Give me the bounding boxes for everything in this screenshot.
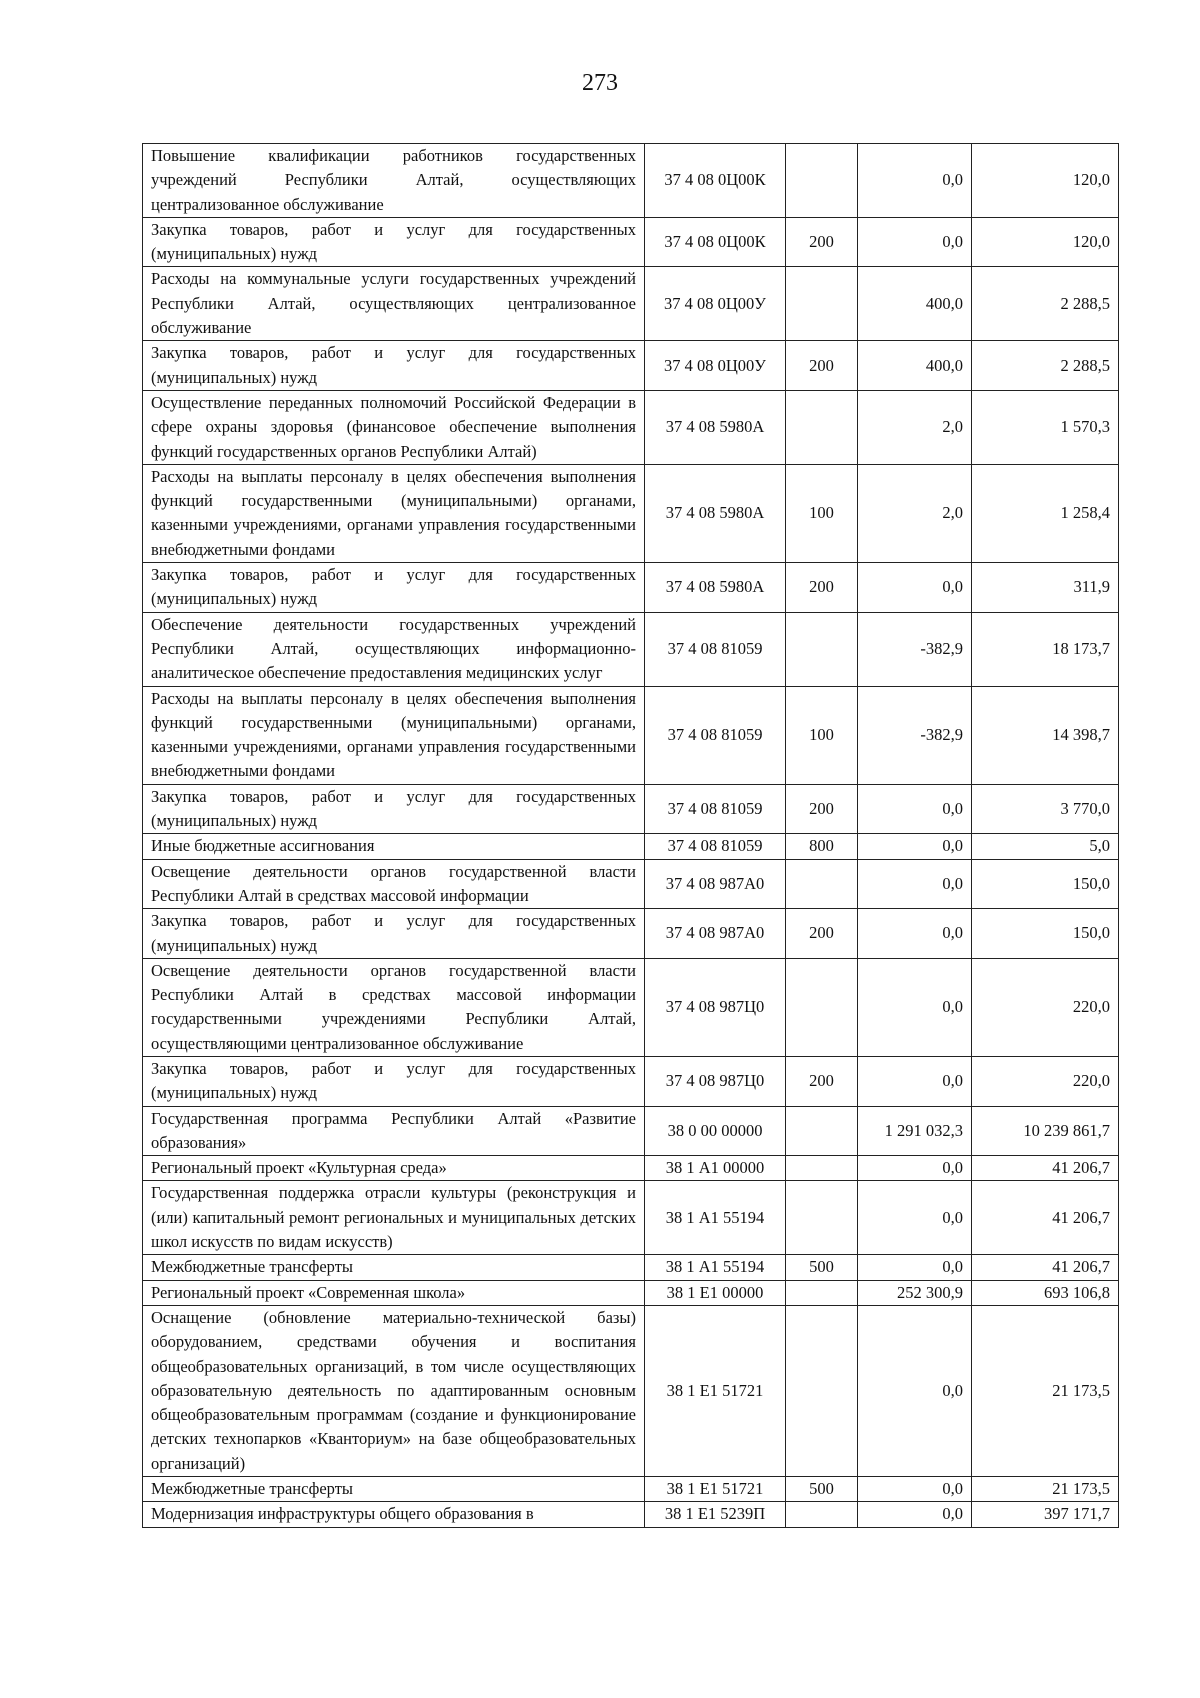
- expense-type-cell: [786, 390, 858, 464]
- expense-type-cell: [786, 1156, 858, 1181]
- target-code-cell: 37 4 08 987Ц0: [645, 958, 786, 1056]
- table-row: [143, 217, 1119, 267]
- amount-change-cell: 400,0: [858, 341, 972, 391]
- expense-type-cell: [786, 1502, 858, 1527]
- expense-type-cell: [786, 958, 858, 1056]
- amount-total-cell: 2 288,5: [972, 267, 1119, 341]
- amount-change-cell: 0,0: [858, 1502, 972, 1527]
- target-code-cell: 37 4 08 5980А: [645, 563, 786, 613]
- expense-name-cell: Оснащение (обновление материально-технической базы) оборудованием, средствами обучения и воспитания общеобразовательных организаций, в том числе осуществляющих образовательную деятельность по адаптированным основным общеобразовательным программам (создание и функционирование детских технопарков «Кванториум» на базе общеобразовательных организаций): [143, 1305, 645, 1476]
- target-code-cell: 37 4 08 0Ц00К: [645, 217, 786, 267]
- expense-type-cell: 200: [786, 217, 858, 267]
- table-row: [143, 464, 1119, 562]
- expense-type-cell: 200: [786, 563, 858, 613]
- amount-total-cell: 2 288,5: [972, 341, 1119, 391]
- amount-change-cell: 0,0: [858, 784, 972, 834]
- target-code-cell: 38 1 А1 55194: [645, 1255, 786, 1280]
- amount-total-cell: 120,0: [972, 144, 1119, 218]
- amount-total-cell: 1 258,4: [972, 464, 1119, 562]
- expense-name-cell: Освещение деятельности органов государственной власти Республики Алтай в средствах массовой информации государственными учреждениями Республики Алтай, осуществляющими централизованное обслуживание: [143, 958, 645, 1056]
- expense-name-cell: Повышение квалификации работников государственных учреждений Республики Алтай, осуществляющих централизованное обслуживание: [143, 144, 645, 218]
- amount-total-cell: 41 206,7: [972, 1181, 1119, 1255]
- amount-change-cell: 252 300,9: [858, 1280, 972, 1305]
- table-row: [143, 784, 1119, 834]
- table-row: [143, 1156, 1119, 1181]
- amount-total-cell: 120,0: [972, 217, 1119, 267]
- expense-name-cell: Расходы на коммунальные услуги государственных учреждений Республики Алтай, осуществляющих централизованное обслуживание: [143, 267, 645, 341]
- target-code-cell: 37 4 08 0Ц00У: [645, 341, 786, 391]
- expense-name-cell: Осуществление переданных полномочий Российской Федерации в сфере охраны здоровья (финансовое обеспечение выполнения функций государственных органов Республики Алтай): [143, 390, 645, 464]
- amount-total-cell: 10 239 861,7: [972, 1106, 1119, 1156]
- amount-total-cell: 5,0: [972, 834, 1119, 859]
- target-code-cell: 38 1 А1 00000: [645, 1156, 786, 1181]
- amount-total-cell: 18 173,7: [972, 612, 1119, 686]
- table-row: [143, 834, 1119, 859]
- expense-type-cell: [786, 612, 858, 686]
- amount-change-cell: 0,0: [858, 217, 972, 267]
- table-row: [143, 1502, 1119, 1527]
- expense-type-cell: 200: [786, 341, 858, 391]
- target-code-cell: 38 1 Е1 51721: [645, 1305, 786, 1476]
- target-code-cell: 38 1 А1 55194: [645, 1181, 786, 1255]
- expense-type-cell: [786, 1305, 858, 1476]
- amount-change-cell: 400,0: [858, 267, 972, 341]
- expense-type-cell: 100: [786, 464, 858, 562]
- expense-type-cell: [786, 1181, 858, 1255]
- expense-name-cell: Закупка товаров, работ и услуг для государственных (муниципальных) нужд: [143, 217, 645, 267]
- amount-change-cell: 0,0: [858, 1156, 972, 1181]
- amount-change-cell: 0,0: [858, 1305, 972, 1476]
- expense-type-cell: 200: [786, 1056, 858, 1106]
- table-row: [143, 1305, 1119, 1476]
- amount-total-cell: 150,0: [972, 859, 1119, 909]
- amount-total-cell: 3 770,0: [972, 784, 1119, 834]
- amount-total-cell: 220,0: [972, 958, 1119, 1056]
- target-code-cell: 37 4 08 81059: [645, 784, 786, 834]
- amount-change-cell: 2,0: [858, 464, 972, 562]
- expense-type-cell: 800: [786, 834, 858, 859]
- amount-total-cell: 397 171,7: [972, 1502, 1119, 1527]
- expense-name-cell: Закупка товаров, работ и услуг для государственных (муниципальных) нужд: [143, 909, 645, 959]
- amount-change-cell: 0,0: [858, 1477, 972, 1502]
- expense-name-cell: Региональный проект «Культурная среда»: [143, 1156, 645, 1181]
- amount-total-cell: 41 206,7: [972, 1255, 1119, 1280]
- amount-total-cell: 1 570,3: [972, 390, 1119, 464]
- target-code-cell: 37 4 08 81059: [645, 686, 786, 784]
- expense-type-cell: [786, 1106, 858, 1156]
- budget-table: [142, 143, 1119, 1528]
- table-row: [143, 341, 1119, 391]
- amount-change-cell: 0,0: [858, 1056, 972, 1106]
- amount-total-cell: 21 173,5: [972, 1305, 1119, 1476]
- amount-total-cell: 21 173,5: [972, 1477, 1119, 1502]
- amount-change-cell: 0,0: [858, 563, 972, 613]
- table-row: [143, 1181, 1119, 1255]
- expense-type-cell: [786, 144, 858, 218]
- amount-change-cell: 0,0: [858, 859, 972, 909]
- expense-name-cell: Расходы на выплаты персоналу в целях обеспечения выполнения функций государственными (муниципальными) органами, казенными учреждениями, органами управления государственными внебюджетными фондами: [143, 464, 645, 562]
- target-code-cell: 37 4 08 81059: [645, 612, 786, 686]
- amount-change-cell: 0,0: [858, 909, 972, 959]
- table-row: [143, 612, 1119, 686]
- target-code-cell: 37 4 08 987А0: [645, 909, 786, 959]
- expense-name-cell: Государственная программа Республики Алтай «Развитие образования»: [143, 1106, 645, 1156]
- target-code-cell: 38 1 Е1 51721: [645, 1477, 786, 1502]
- expense-name-cell: Межбюджетные трансферты: [143, 1255, 645, 1280]
- expense-name-cell: Закупка товаров, работ и услуг для государственных (муниципальных) нужд: [143, 1056, 645, 1106]
- target-code-cell: 37 4 08 5980А: [645, 464, 786, 562]
- amount-total-cell: 220,0: [972, 1056, 1119, 1106]
- expense-type-cell: [786, 859, 858, 909]
- amount-total-cell: 311,9: [972, 563, 1119, 613]
- expense-type-cell: [786, 267, 858, 341]
- expense-type-cell: 500: [786, 1255, 858, 1280]
- table-row: [143, 909, 1119, 959]
- expense-type-cell: 200: [786, 784, 858, 834]
- expense-name-cell: Межбюджетные трансферты: [143, 1477, 645, 1502]
- target-code-cell: 37 4 08 0Ц00У: [645, 267, 786, 341]
- expense-name-cell: Иные бюджетные ассигнования: [143, 834, 645, 859]
- expense-name-cell: Закупка товаров, работ и услуг для государственных (муниципальных) нужд: [143, 784, 645, 834]
- target-code-cell: 37 4 08 81059: [645, 834, 786, 859]
- table-row: [143, 1106, 1119, 1156]
- target-code-cell: 37 4 08 987Ц0: [645, 1056, 786, 1106]
- table-row: [143, 390, 1119, 464]
- amount-change-cell: 2,0: [858, 390, 972, 464]
- amount-change-cell: 0,0: [858, 834, 972, 859]
- amount-change-cell: 0,0: [858, 1181, 972, 1255]
- expense-name-cell: Расходы на выплаты персоналу в целях обеспечения выполнения функций государственными (муниципальными) органами, казенными учреждениями, органами управления государственными внебюджетными фондами: [143, 686, 645, 784]
- amount-total-cell: 150,0: [972, 909, 1119, 959]
- expense-name-cell: Модернизация инфраструктуры общего образования в: [143, 1502, 645, 1527]
- table-row: [143, 686, 1119, 784]
- expense-type-cell: [786, 1280, 858, 1305]
- table-row: [143, 267, 1119, 341]
- expense-type-cell: 200: [786, 909, 858, 959]
- expense-name-cell: Региональный проект «Современная школа»: [143, 1280, 645, 1305]
- table-row: [143, 1477, 1119, 1502]
- expense-name-cell: Освещение деятельности органов государственной власти Республики Алтай в средствах массовой информации: [143, 859, 645, 909]
- amount-change-cell: -382,9: [858, 686, 972, 784]
- target-code-cell: 37 4 08 0Ц00К: [645, 144, 786, 218]
- amount-total-cell: 693 106,8: [972, 1280, 1119, 1305]
- table-row: [143, 1280, 1119, 1305]
- table-row: [143, 1056, 1119, 1106]
- budget-table-body: [143, 144, 1119, 1528]
- table-row: [143, 563, 1119, 613]
- expense-name-cell: Закупка товаров, работ и услуг для государственных (муниципальных) нужд: [143, 341, 645, 391]
- expense-type-cell: 100: [786, 686, 858, 784]
- table-row: [143, 1255, 1119, 1280]
- target-code-cell: 38 1 Е1 00000: [645, 1280, 786, 1305]
- target-code-cell: 38 0 00 00000: [645, 1106, 786, 1156]
- amount-change-cell: 0,0: [858, 1255, 972, 1280]
- page-number: 273: [582, 70, 618, 96]
- amount-total-cell: 14 398,7: [972, 686, 1119, 784]
- target-code-cell: 37 4 08 5980А: [645, 390, 786, 464]
- amount-total-cell: 41 206,7: [972, 1156, 1119, 1181]
- target-code-cell: 38 1 Е1 5239П: [645, 1502, 786, 1527]
- target-code-cell: 37 4 08 987А0: [645, 859, 786, 909]
- table-row: [143, 144, 1119, 218]
- expense-type-cell: 500: [786, 1477, 858, 1502]
- expense-name-cell: Обеспечение деятельности государственных учреждений Республики Алтай, осуществляющих информационно-аналитическое обеспечение предоставления медицинских услуг: [143, 612, 645, 686]
- expense-name-cell: Закупка товаров, работ и услуг для государственных (муниципальных) нужд: [143, 563, 645, 613]
- table-row: [143, 859, 1119, 909]
- amount-change-cell: 0,0: [858, 144, 972, 218]
- amount-change-cell: 0,0: [858, 958, 972, 1056]
- expense-name-cell: Государственная поддержка отрасли культуры (реконструкция и (или) капитальный ремонт региональных и муниципальных детских школ искусств по видам искусств): [143, 1181, 645, 1255]
- amount-change-cell: -382,9: [858, 612, 972, 686]
- amount-change-cell: 1 291 032,3: [858, 1106, 972, 1156]
- table-row: [143, 958, 1119, 1056]
